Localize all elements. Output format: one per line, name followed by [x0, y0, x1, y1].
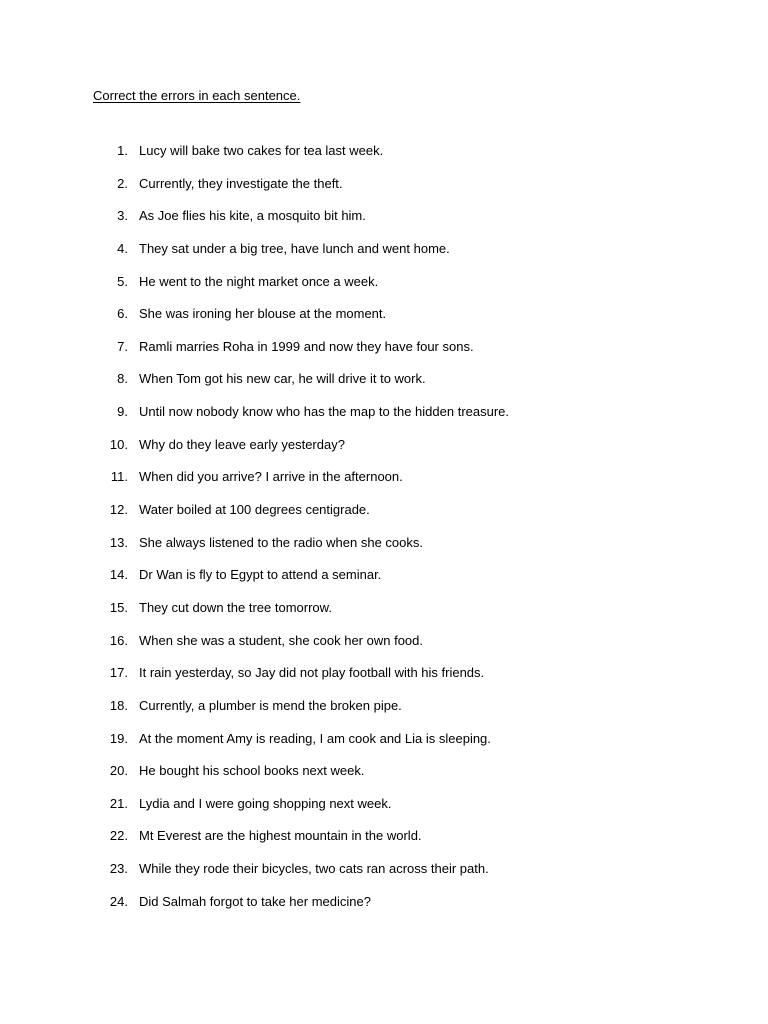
sentence-item [0, 795, 768, 828]
sentence-number: 14. [109, 567, 128, 583]
sentence-item [0, 730, 768, 763]
sentence-text: They cut down the tree tomorrow. [139, 599, 332, 615]
sentence-number: 4. [117, 240, 128, 256]
sentence-item [0, 664, 768, 697]
sentence-number: 3. [117, 208, 128, 224]
sentence-number: 6. [117, 306, 128, 322]
sentence-number: 16. [109, 632, 128, 648]
sentence-item [0, 207, 768, 240]
sentence-text: Currently, a plumber is mend the broken pipe. [139, 697, 402, 713]
sentence-text: He went to the night market once a week. [139, 273, 379, 289]
sentence-text: Water boiled at 100 degrees centigrade. [139, 502, 370, 518]
sentence-text: Currently, they investigate the theft. [139, 175, 343, 191]
sentence-text: She always listened to the radio when she cooks. [139, 534, 424, 550]
sentence-text: While they rode their bicycles, two cats ran across their path. [139, 861, 489, 877]
sentence-number: 9. [117, 404, 128, 420]
sentence-item [0, 403, 768, 436]
sentence-number: 19. [109, 730, 128, 746]
sentence-text: Ramli marries Roha in 1999 and now they have four sons. [139, 338, 474, 354]
sentence-item [0, 273, 768, 306]
sentence-item [0, 632, 768, 665]
sentence-number: 12. [109, 502, 128, 518]
sentence-number: 17. [109, 665, 128, 681]
sentence-number: 20. [109, 763, 128, 779]
sentence-number: 24. [109, 893, 128, 909]
sentence-item [0, 175, 768, 208]
sentence-text: Lydia and I were going shopping next week. [139, 795, 392, 811]
sentence-number: 1. [117, 143, 128, 158]
sentence-number: 2. [117, 175, 128, 191]
sentence-text: When Tom got his new car, he will drive it to work. [139, 371, 426, 387]
sentence-number: 5. [117, 273, 128, 289]
sentence-item [0, 697, 768, 730]
sentence-list [0, 142, 768, 925]
sentence-item [0, 534, 768, 567]
sentence-item [0, 142, 768, 175]
sentence-text: Until now nobody know who has the map to the hidden treasure. [139, 404, 510, 420]
sentence-number: 8. [117, 371, 128, 387]
sentence-item [0, 468, 768, 501]
sentence-item [0, 370, 768, 403]
sentence-text: They sat under a big tree, have lunch and went home. [139, 240, 450, 256]
sentence-number: 23. [109, 861, 128, 877]
sentence-text: Mt Everest are the highest mountain in the world. [139, 828, 422, 844]
sentence-number: 13. [109, 534, 128, 550]
sentence-number: 15. [109, 599, 128, 615]
sentence-item [0, 501, 768, 534]
sentence-text: It rain yesterday, so Jay did not play football with his friends. [139, 665, 485, 681]
sentence-item [0, 827, 768, 860]
sentence-number: 10. [109, 436, 128, 452]
sentence-text: Dr Wan is fly to Egypt to attend a seminar. [139, 567, 382, 583]
sentence-text: He bought his school books next week. [139, 763, 365, 779]
sentence-number: 22. [109, 828, 128, 844]
sentence-text: When did you arrive? I arrive in the afternoon. [139, 469, 403, 485]
sentence-text: Did Salmah forgot to take her medicine? [139, 893, 371, 909]
sentence-item [0, 305, 768, 338]
sentence-item [0, 566, 768, 599]
sentence-item [0, 893, 768, 926]
sentence-item [0, 860, 768, 893]
sentence-item [0, 240, 768, 273]
sentence-number: 21. [109, 795, 128, 811]
sentence-number: 7. [117, 338, 128, 354]
sentence-text: When she was a student, she cook her own food. [139, 632, 424, 648]
worksheet-instruction: Correct the errors in each sentence. [93, 88, 301, 103]
sentence-text: She was ironing her blouse at the moment. [139, 306, 387, 322]
sentence-text: At the moment Amy is reading, I am cook and Lia is sleeping. [139, 730, 491, 746]
sentence-text: As Joe flies his kite, a mosquito bit him. [139, 208, 366, 224]
sentence-item [0, 338, 768, 371]
sentence-text: Why do they leave early yesterday? [139, 436, 345, 452]
sentence-text: Lucy will bake two cakes for tea last week. [139, 143, 384, 158]
sentence-number: 18. [109, 697, 128, 713]
sentence-item [0, 599, 768, 632]
sentence-item [0, 762, 768, 795]
sentence-item [0, 436, 768, 469]
sentence-number: 11. [110, 469, 128, 485]
